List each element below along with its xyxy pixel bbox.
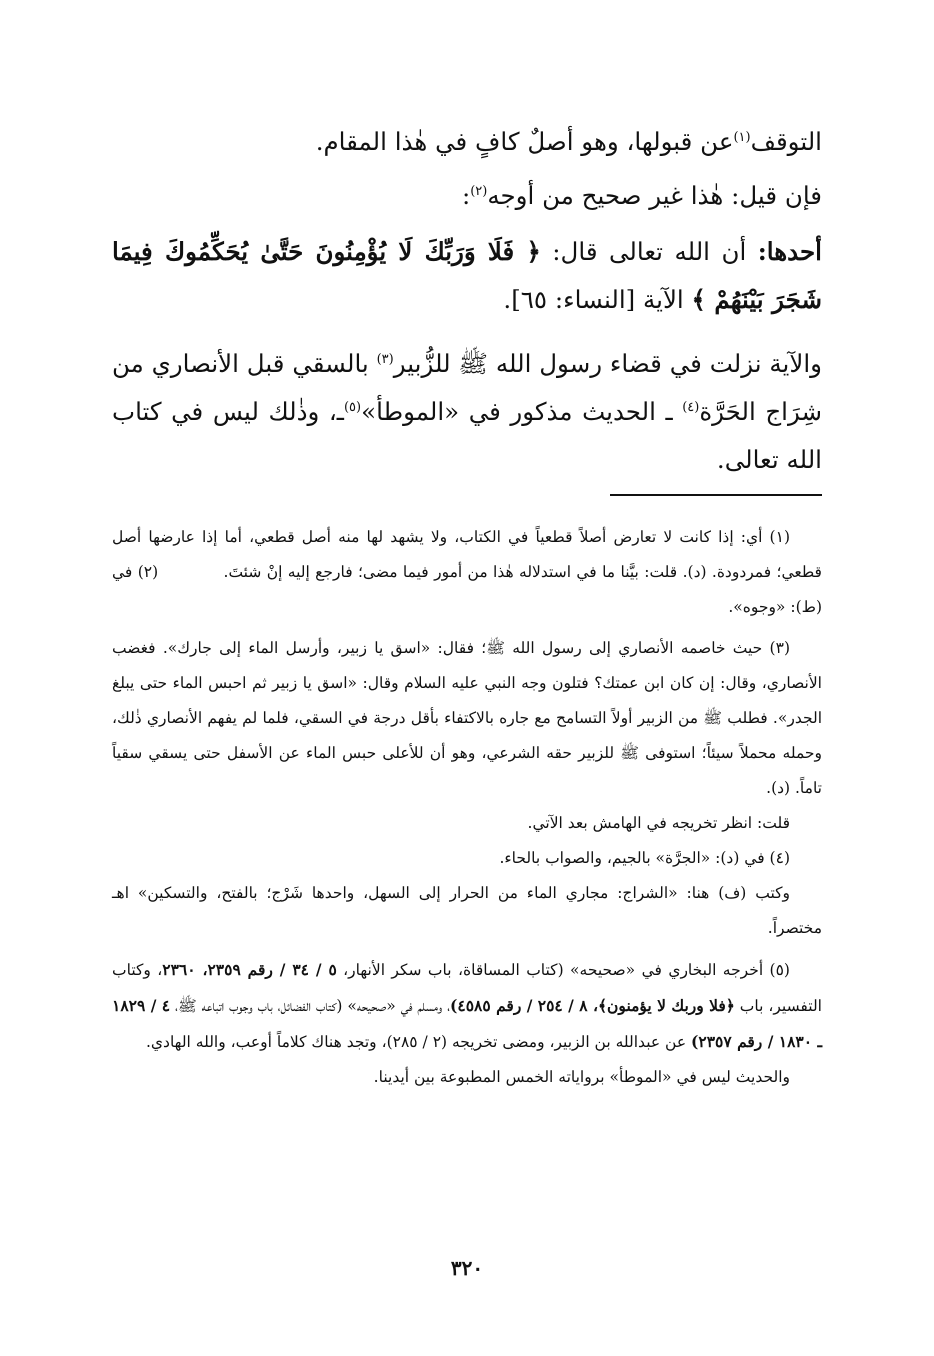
footnote-5-text-c: ، وكتاب التفسير، باب bbox=[112, 961, 822, 1015]
footnote-5-text-a: (٥) أخرجه البخاري في «صحيحه» (كتاب المساقاة، باب سكر الأنهار، bbox=[336, 961, 790, 979]
footnote-ref-2: (٢) bbox=[470, 183, 488, 199]
footnote-5 bbox=[112, 952, 822, 1060]
footnote-3-note bbox=[112, 806, 822, 841]
footnote-4-note-text: وكتب (ف) هنا: «الشراج: مجاري الماء من الحرار إلى السهل، واحدها شَرْج؛ بالفتح، والتسكين» اهـ مختصراً. bbox=[112, 884, 822, 937]
p1-text-b: عن قبولها، وهو أصلٌ كافٍ في هٰذا المقام. bbox=[315, 127, 734, 156]
footnotes-block bbox=[112, 520, 822, 1095]
footnote-5-ref-f: ٤ / ١٨٢٩ ـ ١٨٣٠ / رقم ٢٣٥٧) bbox=[112, 996, 822, 1051]
p4-text-a: والآية نزلت في قضاء رسول الله ﷺ للزُّبير bbox=[393, 349, 822, 378]
footnote-2-text: (٢) في (ط): «وجوه». bbox=[112, 563, 822, 616]
p2-text-a: فإن قيل: هٰذا غير صحيح من أوجه bbox=[487, 181, 822, 210]
footnote-1 bbox=[112, 520, 822, 625]
footnote-5-ref-b: ٥ / ٣٤ / رقم ٢٣٥٩، ٢٣٦٠ bbox=[162, 960, 337, 979]
footnote-4 bbox=[112, 841, 822, 876]
p1-text-a: التوقف bbox=[750, 127, 822, 156]
footnote-ref-4: (٤) bbox=[682, 399, 700, 415]
footnote-separator bbox=[610, 494, 822, 496]
footnote-5-note-text: والحديث ليس في «الموطأ» برواياته الخمس المطبوعة بين أيدينا. bbox=[373, 1068, 790, 1086]
p3-text-b: الآية [النساء: ٦٥]. bbox=[503, 285, 692, 314]
footnote-5-text-g: عن عبدالله بن الزبير، ومضى تخريجه (٢ / ٢٨٥)، وتجد هناك كلاماً أوعب، والله الهادي. bbox=[145, 1033, 692, 1051]
footnote-5-note bbox=[112, 1060, 822, 1095]
footnote-3 bbox=[112, 631, 822, 806]
footnote-ref-1: (١) bbox=[733, 129, 751, 145]
p4-text-d: ـ، وذٰلك ليس في كتاب الله تعالى. bbox=[112, 397, 822, 474]
paragraph-4 bbox=[112, 340, 822, 484]
footnote-ref-3: (٣) bbox=[376, 351, 394, 367]
footnote-5-ref-d: ﴿فلا وربك لا يؤمنون﴾، ٨ / ٢٥٤ / رقم ٤٥٨٥) bbox=[450, 996, 735, 1015]
footnote-1-text: (١) أي: إذا كانت لا تعارض أصلاً قطعياً في الكتاب، ولا يشهد لها منه أصل قطعي، أما إذا عارضها أصل قطعي؛ فمردودة. (د). قلت: بيَّنا ما في استدلاله هٰذا من أمور فيما مضى؛ فارجع إليه إنْ شئتَ. bbox=[112, 528, 822, 581]
paragraph-3 bbox=[112, 228, 822, 324]
main-text-block bbox=[112, 118, 822, 484]
p2-text-b: : bbox=[461, 181, 471, 210]
footnote-4-note bbox=[112, 876, 822, 946]
paragraph-2 bbox=[112, 172, 822, 220]
p3-lead: أحدها: bbox=[757, 237, 822, 266]
footnote-3-note-text: قلت: انظر تخريجه في الهامش بعد الآتي. bbox=[527, 814, 790, 832]
quran-verse: ﴿ فَلَا وَرَبِّكَ لَا يُؤْمِنُونَ حَتَّىٰ يُحَكِّمُوكَ فِيمَا شَجَرَ بَيْنَهُمْ ﴾ bbox=[112, 237, 822, 314]
p3-text-a: أن الله تعالى قال: bbox=[540, 237, 758, 266]
footnote-4-text: (٤) في (د): «الجرَّة» بالجيم، والصواب بالحاء. bbox=[499, 849, 790, 867]
footnote-3-text: (٣) حيث خاصمه الأنصاري إلى رسول الله ﷺ؛ فقال: «اسق يا زبير، وأرسل الماء إلى جارك». فغضب الأنصاري، وقال: إن كان ابن عمتك؟ فتلون وجه النبي عليه السلام وقال: «اسق يا زبير ثم احبس الماء حتى يبلغ الجدر». فطلب ﷺ من الزبير أولاً التسامح مع جاره بالاكتفاء بأقل درجة في السقي، فلما لم يفهم الأنصاري ذٰلك، وحمله محملاً سيئاً؛ استوفى ﷺ للزبير حقه الشرعي، وهو أن للأعلى حبس الماء عن الأسفل حتى يسقي سقياً تاماً. (د). bbox=[112, 639, 822, 797]
footnote-ref-5: (٥) bbox=[343, 399, 362, 415]
paragraph-1 bbox=[112, 118, 822, 166]
p4-text-b: بالسقي قبل الأنصاري من شِرَاج الحَرَّة bbox=[112, 349, 822, 426]
page-number: ٣٢٠ bbox=[450, 1256, 484, 1280]
footnote-5-text-e: ، ومسلم في «صحيحه» (كتاب الفضائل، باب وجوب اتباعه ﷺ، bbox=[170, 997, 451, 1015]
p4-text-c: ـ الحديث مذكور في «الموطأ» bbox=[361, 397, 683, 426]
